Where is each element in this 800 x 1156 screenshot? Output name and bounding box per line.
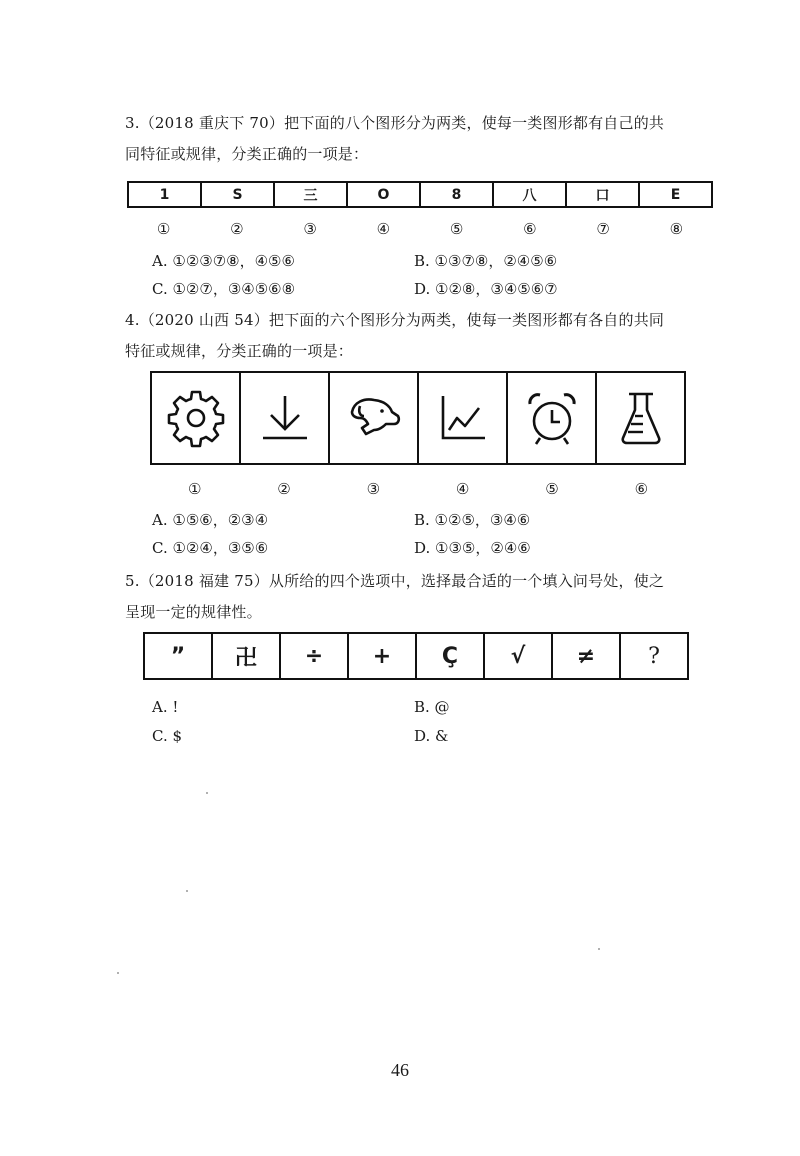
q4-label-1: ① [187,480,202,498]
question-3-figure-strip [127,181,713,208]
alarm-clock-icon [520,386,584,450]
q4-option-d: D. ①③⑤，②④⑥ [414,539,531,557]
question-4-line-2: 特征或规律，分类正确的一项是： [125,342,354,360]
q5-figure-1: ” [145,634,213,678]
question-3-line-1: 3.（2018 重庆下 70）把下面的八个图形分为两类，使每一类图形都有自己的共 [125,114,665,132]
q4-figure-2 [241,373,330,463]
q4-label-3: ③ [366,480,381,498]
q5-figure-6: √ [485,634,553,678]
q5-figure-5: Ç [417,634,485,678]
download-icon [253,386,317,450]
gear-icon [164,386,228,450]
q3-label-8: ⑧ [669,220,684,238]
q5-figure-3: ÷ [281,634,349,678]
question-4-figure-strip [150,371,686,465]
q3-option-c: C. ①②⑦，③④⑤⑥⑧ [152,280,296,298]
question-3-line-2: 同特征或规律，分类正确的一项是： [125,145,369,163]
question-4-text [125,305,725,367]
q4-option-c: C. ①②④，③⑤⑥ [152,539,269,557]
q4-option-a: A. ①⑤⑥，②③④ [152,511,269,529]
question-5-line-1: 5.（2018 福建 75）从所给的四个选项中，选择最合适的一个填入问号处，使之 [125,572,665,590]
question-4-figure-labels [150,480,686,498]
q3-figure-5: 8 [421,183,494,206]
q4-figure-3 [330,373,419,463]
scan-speck [186,890,188,892]
q5-figure-7: ≠ [553,634,621,678]
question-3-text [125,108,725,170]
q4-label-4: ④ [455,480,470,498]
q4-option-b: B. ①②⑤，③④⑥ [414,511,531,529]
q3-figure-1: 1 [129,183,202,206]
scan-speck [598,948,600,950]
question-5-line-2: 呈现一定的规律性。 [125,603,262,621]
q3-option-b: B. ①③⑦⑧，②④⑤⑥ [414,252,558,270]
q3-figure-4: O [348,183,421,206]
q3-label-7: ⑦ [596,220,610,238]
question-3-figure-labels [127,220,713,238]
q5-option-a: A. ! [152,698,179,716]
q5-figure-question-mark: ? [648,643,660,669]
question-5-figure-strip [143,632,689,680]
q3-figure-7: 口 [567,183,640,206]
q4-label-5: ⑤ [545,480,559,498]
scan-speck [117,972,119,974]
q3-label-4: ④ [376,220,391,238]
q4-figure-1 [152,373,241,463]
dog-head-icon [342,386,406,450]
q4-figure-5 [508,373,597,463]
q3-figure-8: E [670,186,681,203]
q5-option-b: B. @ [414,698,450,716]
q3-figure-6: 八 [494,183,567,206]
q4-figure-6 [597,373,684,463]
q3-option-d: D. ①②⑧，③④⑤⑥⑦ [414,280,558,298]
q3-label-6: ⑥ [523,220,537,238]
q4-label-6: ⑥ [634,480,649,498]
q5-figure-2: 卍 [213,634,281,678]
q5-figure-4: + [349,634,417,678]
scan-speck [206,792,208,794]
q3-figure-3: 三 [275,183,348,206]
flask-icon [609,386,673,450]
q3-label-2: ② [230,220,244,238]
q3-label-3: ③ [303,220,317,238]
q3-figure-2: S [202,183,275,206]
question-4-line-1: 4.（2020 山西 54）把下面的六个图形分为两类，使每一类图形都有各自的共同 [125,311,665,329]
question-5-text [125,566,725,628]
page-number: 46 [391,1060,409,1080]
q5-option-d: D. & [414,727,449,745]
q5-option-c: C. $ [152,727,183,745]
q4-figure-4 [419,373,508,463]
q4-label-2: ② [277,480,291,498]
q3-label-1: ① [156,220,171,238]
line-chart-icon [431,386,495,450]
q3-option-a: A. ①②③⑦⑧，④⑤⑥ [152,252,295,270]
q3-label-5: ⑤ [449,220,464,238]
